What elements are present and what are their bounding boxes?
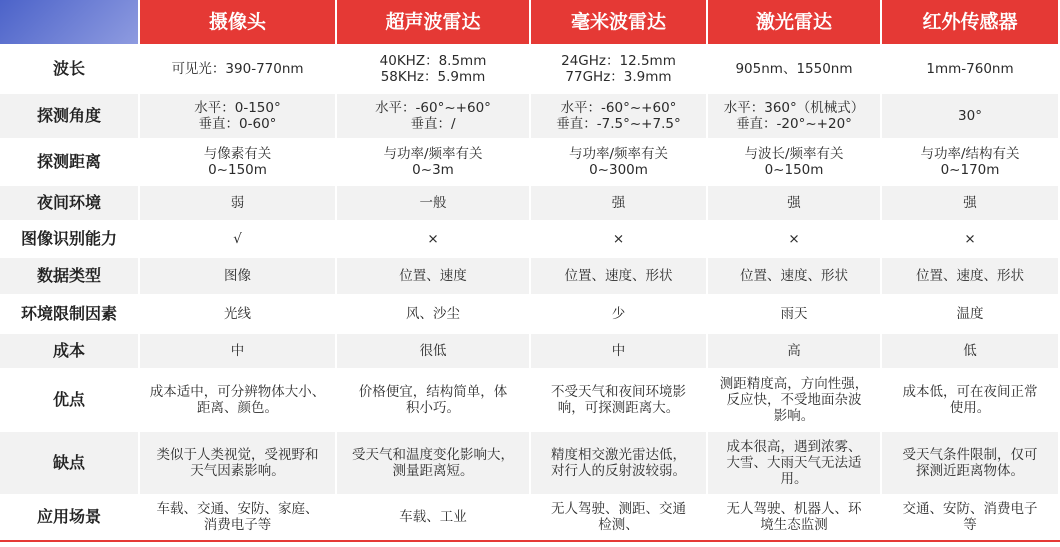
table-cell: 精度相交激光雷达低， 对行人的反射波较弱。 xyxy=(531,432,706,494)
table-cell: 低 xyxy=(882,334,1058,368)
table-cell: 水平：-60°~+60° 垂直：-7.5°~+7.5° xyxy=(531,94,706,138)
table-cell: 雨天 xyxy=(708,296,880,332)
table-cell: 成本适中，可分辨物体大小、 距离、颜色。 xyxy=(140,370,335,430)
column-header: 激光雷达 xyxy=(708,0,880,44)
row-label: 探测距离 xyxy=(0,140,138,184)
table-cell: 一般 xyxy=(337,186,529,220)
table-cell: 车载、工业 xyxy=(337,496,529,538)
column-header: 毫米波雷达 xyxy=(531,0,706,44)
row-label: 图像识别能力 xyxy=(0,222,138,256)
table-cell: 40KHZ：8.5mm 58KHz：5.9mm xyxy=(337,46,529,92)
table-cell: 测距精度高，方向性强， 反应快，不受地面杂波 影响。 xyxy=(708,370,880,430)
table-cell: 可见光：390-770nm xyxy=(140,46,335,92)
table-cell: 位置、速度、形状 xyxy=(882,258,1058,294)
table-cell: 位置、速度、形状 xyxy=(531,258,706,294)
table-cell: 成本很高，遇到浓雾、 大雪、大雨天气无法适 用。 xyxy=(708,432,880,494)
table-cell: 强 xyxy=(708,186,880,220)
row-label: 成本 xyxy=(0,334,138,368)
table-cell: × xyxy=(531,222,706,256)
table-cell: 1mm-760nm xyxy=(882,46,1058,92)
table-cell: 与像素有关 0~150m xyxy=(140,140,335,184)
table-cell: √ xyxy=(140,222,335,256)
table-cell: 与功率/结构有关 0~170m xyxy=(882,140,1058,184)
table-cell: 无人驾驶、测距、交通 检测、 xyxy=(531,496,706,538)
table-cell: 905nm、1550nm xyxy=(708,46,880,92)
table-cell: × xyxy=(882,222,1058,256)
row-label: 应用场景 xyxy=(0,496,138,538)
row-label: 数据类型 xyxy=(0,258,138,294)
table-cell: 受天气和温度变化影响大， 测量距离短。 xyxy=(337,432,529,494)
table-cell: 不受天气和夜间环境影 响，可探测距离大。 xyxy=(531,370,706,430)
row-label: 缺点 xyxy=(0,432,138,494)
row-label: 夜间环境 xyxy=(0,186,138,220)
table-cell: × xyxy=(708,222,880,256)
table-cell: 水平：0-150° 垂直：0-60° xyxy=(140,94,335,138)
table-bottom-border xyxy=(0,540,1060,542)
row-label: 探测角度 xyxy=(0,94,138,138)
table-cell: 中 xyxy=(140,334,335,368)
table-cell: 受天气条件限制，仅可 探测近距离物体。 xyxy=(882,432,1058,494)
table-cell: 强 xyxy=(882,186,1058,220)
table-cell: 成本低，可在夜间正常 使用。 xyxy=(882,370,1058,430)
column-header: 超声波雷达 xyxy=(337,0,529,44)
table-cell: 位置、速度 xyxy=(337,258,529,294)
table-cell: 与波长/频率有关 0~150m xyxy=(708,140,880,184)
table-cell: 温度 xyxy=(882,296,1058,332)
table-cell: 高 xyxy=(708,334,880,368)
table-cell: 交通、安防、消费电子 等 xyxy=(882,496,1058,538)
table-cell: 水平：360°（机械式） 垂直：-20°~+20° xyxy=(708,94,880,138)
row-label: 环境限制因素 xyxy=(0,296,138,332)
table-cell: 光线 xyxy=(140,296,335,332)
table-cell: 类似于人类视觉，受视野和 天气因素影响。 xyxy=(140,432,335,494)
table-cell: 弱 xyxy=(140,186,335,220)
table-cell: × xyxy=(337,222,529,256)
table-cell: 少 xyxy=(531,296,706,332)
table-cell: 无人驾驶、机器人、环 境生态监测 xyxy=(708,496,880,538)
table-cell: 中 xyxy=(531,334,706,368)
column-header: 红外传感器 xyxy=(882,0,1058,44)
column-header: 摄像头 xyxy=(140,0,335,44)
table-cell: 24GHz：12.5mm 77GHz：3.9mm xyxy=(531,46,706,92)
row-label: 优点 xyxy=(0,370,138,430)
table-cell: 强 xyxy=(531,186,706,220)
table-cell: 与功率/频率有关 0~3m xyxy=(337,140,529,184)
row-label: 波长 xyxy=(0,46,138,92)
table-cell: 水平：-60°~+60° 垂直：/ xyxy=(337,94,529,138)
table-cell: 与功率/频率有关 0~300m xyxy=(531,140,706,184)
table-cell: 车载、交通、安防、家庭、 消费电子等 xyxy=(140,496,335,538)
table-cell: 风、沙尘 xyxy=(337,296,529,332)
table-cell: 很低 xyxy=(337,334,529,368)
table-corner xyxy=(0,0,138,44)
table-cell: 30° xyxy=(882,94,1058,138)
table-cell: 价格便宜，结构简单，体 积小巧。 xyxy=(337,370,529,430)
table-cell: 位置、速度、形状 xyxy=(708,258,880,294)
table-cell: 图像 xyxy=(140,258,335,294)
